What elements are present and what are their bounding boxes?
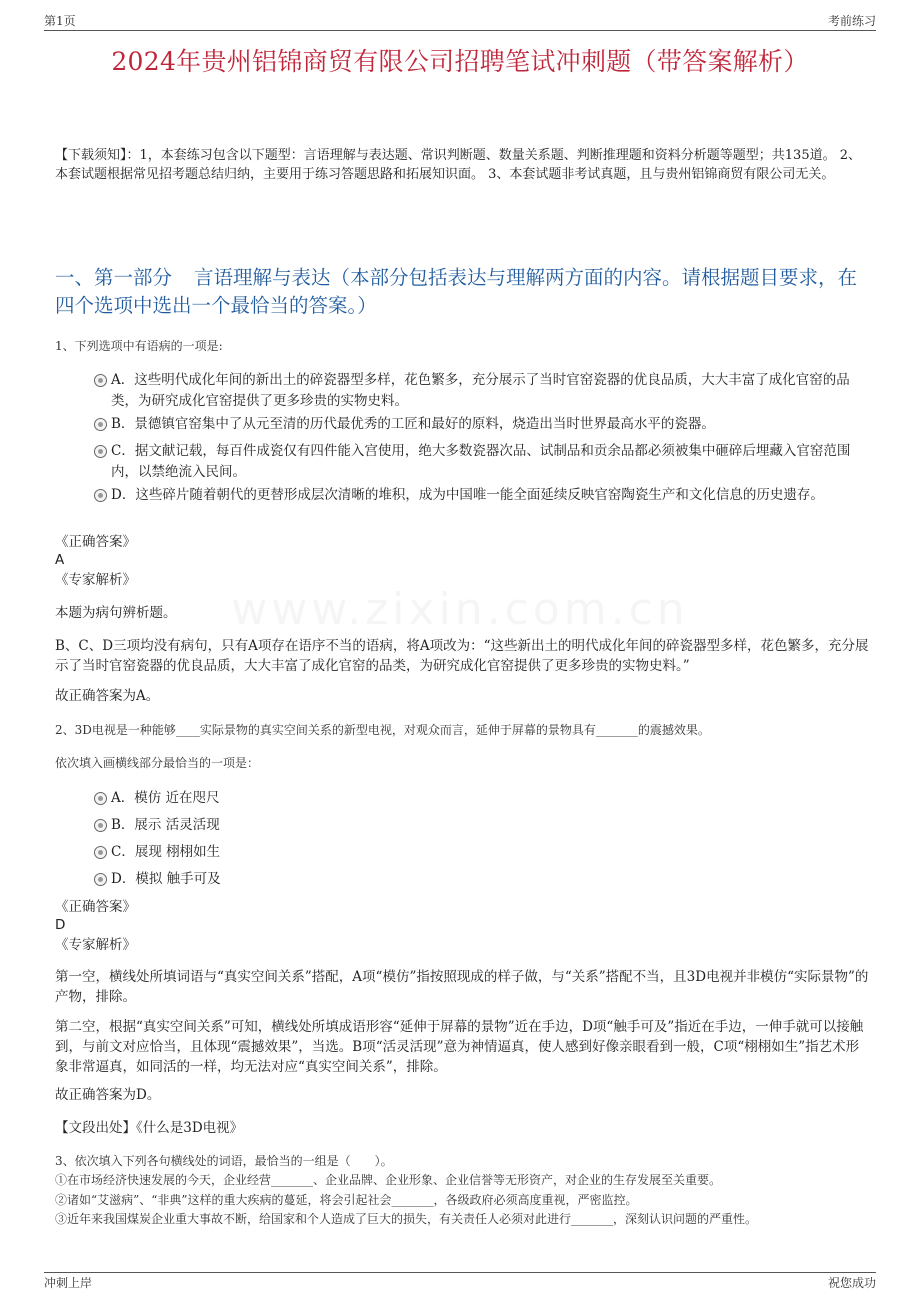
- answer-label: 《正确答案》: [55, 534, 136, 550]
- analysis-paragraph: 故正确答案为A。: [55, 688, 160, 704]
- page-header: [44, 12, 876, 31]
- analysis-label: 《专家解析》: [55, 572, 136, 588]
- document-title: 2024年贵州铝锦商贸有限公司招聘笔试冲刺题（带答案解析）: [111, 47, 809, 76]
- question-1-option-c[interactable]: C．据文献记载，每百件成瓷仅有四件能入宫使用，绝大多数瓷器次品、试制品和贡余品都必须被集中砸碎后埋藏入官窑范围内，以禁绝流入民间。: [94, 441, 870, 483]
- question-2-option-a[interactable]: A．模仿 近在咫尺: [94, 788, 870, 809]
- radio-icon[interactable]: [94, 445, 107, 458]
- header-tag: 考前练习: [827, 14, 876, 28]
- analysis-paragraph: B、C、D三项均没有病句，只有A项存在语序不当的语病，将A项改为：“这些新出土的明代成化年间的碎瓷器型多样，花色繁多，充分展示了当时官窑瓷器的优良品质，大大丰富了成化官窑的品类，为研究成化官窑提供了更多珍贵的实物史料。”: [55, 638, 869, 674]
- analysis-paragraph: 本题为病句辨析题。: [55, 605, 177, 621]
- question-1-option-d[interactable]: D．这些碎片随着朝代的更替形成层次清晰的堆积，成为中国唯一能全面延续反映官窑陶瓷生产和文化信息的历史遗存。: [94, 485, 870, 506]
- question-3-stem: 3、依次填入下列各句横线处的词语，最恰当的一组是（ ）。: [55, 1154, 393, 1168]
- radio-icon[interactable]: [94, 418, 107, 431]
- question-1-stem: 1、下列选项中有语病的一项是:: [55, 339, 223, 353]
- question-2-stem: 2、3D电视是一种能够____实际景物的真实空间关系的新型电视，对观众而言，延伸于屏幕的景物具有_______的震撼效果。: [55, 723, 710, 737]
- question-2-option-b[interactable]: B．展示 活灵活现: [94, 815, 870, 836]
- section-title: 言语理解与表达（本部分包括表达与理解两方面的内容。请根据题目要求，在四个选项中选出一个最恰当的答案。）: [55, 266, 858, 317]
- question-2-instruction: 依次填入画横线部分最恰当的一项是：: [55, 756, 260, 770]
- radio-icon[interactable]: [94, 873, 107, 886]
- question-3-item: ①在市场经济快速发展的今天，企业经营_______、企业品牌、企业形象、企业信誉等无形资产，对企业的生存发展至关重要。: [55, 1173, 722, 1187]
- page-number: 第1页: [44, 14, 76, 28]
- question-3-item: ②诸如“艾滋病”、“非典”这样的重大疾病的蔓延，将会引起社会_______，各级政府必须高度重视，严密监控。: [55, 1193, 638, 1207]
- answer-value: A: [55, 552, 65, 568]
- download-notice: 【下载须知】：1，本套练习包含以下题型：言语理解与表达题、常识判断题、数量关系题、判断推理题和资料分析题等题型；共135道。 2、本套试题根据常见招考题总结归纳，主要用于练习答题思路和拓展知识面。 3、本套试题非考试真题，且与贵州铝锦商贸有限公司无关。: [55, 148, 861, 182]
- analysis-paragraph: 故正确答案为D。: [55, 1087, 161, 1103]
- radio-icon[interactable]: [94, 819, 107, 832]
- footer-left: 冲刺上岸: [44, 1276, 93, 1290]
- analysis-paragraph: 第一空，横线处所填词语与“真实空间关系”搭配，A项“模仿”指按照现成的样子做，与“关系”搭配不当，且3D电视并非模仿“实际景物”的产物，排除。: [55, 969, 869, 1005]
- question-2-option-d[interactable]: D．模拟 触手可及: [94, 869, 870, 890]
- radio-icon[interactable]: [94, 489, 107, 502]
- source-citation: 【文段出处】《什么是3D电视》: [55, 1120, 244, 1136]
- question-2-option-c[interactable]: C．展现 栩栩如生: [94, 842, 870, 863]
- question-1-option-a[interactable]: A．这些明代成化年间的新出土的碎瓷器型多样，花色繁多，充分展示了当时官窑瓷器的优良品质，大大丰富了成化官窑的品类，为研究成化官窑提供了更多珍贵的实物史料。: [94, 370, 870, 412]
- watermark: www.zixin.com.cn: [231, 584, 689, 635]
- answer-label: 《正确答案》: [55, 899, 136, 915]
- question-3-item: ③近年来我国煤炭企业重大事故不断，给国家和个人造成了巨大的损失，有关责任人必须对此进行_______，深刻认识问题的严重性。: [55, 1212, 758, 1226]
- radio-icon[interactable]: [94, 792, 107, 805]
- page-footer: [44, 1272, 876, 1291]
- radio-icon[interactable]: [94, 846, 107, 859]
- radio-icon[interactable]: [94, 374, 107, 387]
- section-part: 一、第一部分: [55, 266, 173, 289]
- analysis-label: 《专家解析》: [55, 937, 136, 953]
- question-1-option-b[interactable]: B．景德镇官窑集中了从元至清的历代最优秀的工匠和最好的原料，烧造出当时世界最高水平的瓷器。: [94, 414, 870, 435]
- answer-value: D: [55, 917, 66, 933]
- section-heading: [55, 264, 870, 320]
- analysis-paragraph: 第二空，根据“真实空间关系”可知，横线处所填成语形容“延伸于屏幕的景物”近在手边，D项“触手可及”指近在手边，一伸手就可以接触到，与前文对应恰当，且体现“震撼效果”，当选。B项“活灵活现”意为神情逼真，使人感到好像亲眼看到一般，C项“栩栩如生”指艺术形象非常逼真，如同活的一样，均无法对应“真实空间关系”，排除。: [55, 1019, 864, 1075]
- footer-right: 祝您成功: [827, 1276, 876, 1290]
